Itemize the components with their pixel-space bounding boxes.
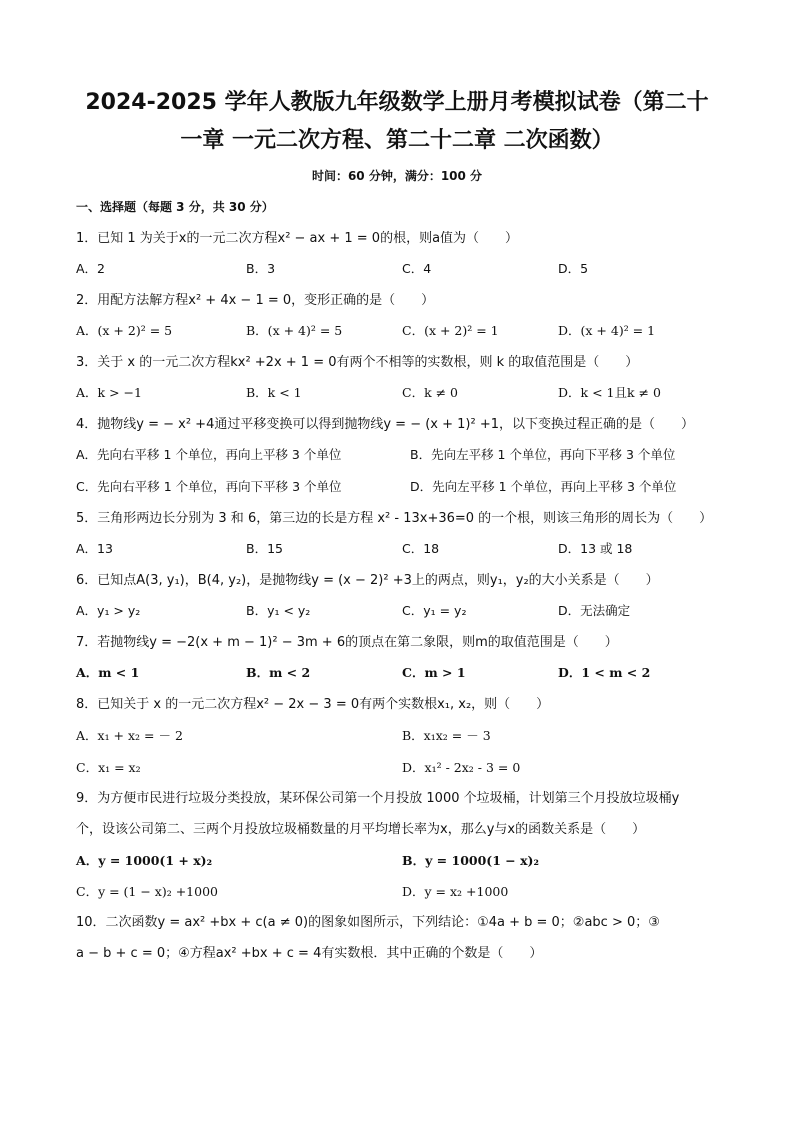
- q4-option-b: B．先向左平移 1 个单位，再向下平移 3 个单位: [410, 447, 676, 462]
- q1-option-b: B．3: [246, 261, 276, 276]
- question-9-stem: 9．为方便市民进行垃圾分类投放，某环保公司第一个月投放 1000 个垃圾桶，计划第三个月投放垃圾桶y: [76, 791, 680, 806]
- q7-option-b: B．m < 2: [246, 665, 311, 680]
- q6-option-a: A．y₁ > y₂: [76, 603, 141, 618]
- q3-option-d: D．k < 1且k ≠ 0: [558, 385, 661, 400]
- title-line-2: 一章 一元二次方程、第二十二章 二次函数）: [180, 128, 614, 153]
- question-10-stem-cont: a − b + c = 0；④方程ax² +bx + c = 4有实数根．其中正确的个数是（ ）: [76, 946, 543, 961]
- q9-option-b: B．y = 1000(1 − x)₂: [402, 853, 539, 868]
- q8-option-d: D．x₁² - 2x₂ - 3 = 0: [402, 760, 521, 775]
- question-9-stem-cont: 个，设该公司第二、三两个月投放垃圾桶数量的月平均增长率为x，那么y与x的函数关系是（ ）: [76, 822, 646, 837]
- question-1-stem: 1．已知 1 为关于x的一元二次方程x² − ax + 1 = 0的根，则a值为（ ）: [76, 231, 519, 246]
- q8-option-c: C．x₁ = x₂: [76, 760, 141, 775]
- q2-option-d: D．(x + 4)² = 1: [558, 323, 656, 338]
- question-10-stem: 10．二次函数y = ax² +bx + c(a ≠ 0)的图象如图所示，下列结论：①4a + b = 0；②abc > 0；③: [76, 915, 660, 930]
- question-7-stem: 7．若抛物线y = −2(x + m − 1)² − 3m + 6的顶点在第二象限，则m的取值范围是（ ）: [76, 635, 618, 650]
- q5-option-d: D．13 或 18: [558, 541, 633, 556]
- q8-option-b: B．x₁x₂ = － 3: [402, 728, 491, 743]
- q9-option-d: D．y = x₂ +1000: [402, 884, 509, 899]
- q6-option-b: B．y₁ < y₂: [246, 603, 311, 618]
- page-title: [40, 84, 754, 160]
- question-3-stem: 3．关于 x 的一元二次方程kx² +2x + 1 = 0有两个不相等的实数根，则 k 的取值范围是（ ）: [76, 355, 639, 370]
- question-6-stem: 6．已知点A(3, y₁)，B(4, y₂)，是抛物线y = (x − 2)² +3上的两点，则y₁，y₂的大小关系是（ ）: [76, 573, 659, 588]
- exam-info: 时间：60 分钟，满分：100 分: [311, 169, 483, 183]
- q3-option-c: C．k ≠ 0: [402, 385, 459, 400]
- q5-option-b: B．15: [246, 541, 283, 556]
- q7-option-c: C．m > 1: [402, 665, 466, 680]
- q9-option-a: A．y = 1000(1 + x)₂: [76, 853, 213, 868]
- q6-option-d: D．无法确定: [558, 603, 631, 618]
- title-line-1: 2024-2025 学年人教版九年级数学上册月考模拟试卷（第二十: [85, 90, 709, 115]
- q5-option-c: C．18: [402, 541, 440, 556]
- q1-option-a: A．2: [76, 261, 106, 276]
- question-2-stem: 2．用配方法解方程x² + 4x − 1 = 0，变形正确的是（ ）: [76, 293, 435, 308]
- question-8-stem: 8．已知关于 x 的一元二次方程x² − 2x − 3 = 0有两个实数根x₁, x₂，则（ ）: [76, 697, 550, 712]
- q2-option-c: C．(x + 2)² = 1: [402, 323, 499, 338]
- q7-option-a: A．m < 1: [76, 665, 140, 680]
- q1-option-d: D．5: [558, 261, 589, 276]
- q1-option-c: C．4: [402, 261, 432, 276]
- q9-option-c: C．y = (1 − x)₂ +1000: [76, 884, 218, 899]
- q4-option-d: D．先向左平移 1 个单位，再向上平移 3 个单位: [410, 479, 677, 494]
- question-4-stem: 4．抛物线y = − x² +4通过平移变换可以得到抛物线y = − (x + 1)² +1，以下变换过程正确的是（ ）: [76, 417, 694, 432]
- q4-option-c: C．先向右平移 1 个单位，再向下平移 3 个单位: [76, 479, 342, 494]
- q2-option-a: A．(x + 2)² = 5: [76, 323, 173, 338]
- q8-option-a: A．x₁ + x₂ = － 2: [76, 728, 183, 743]
- section-heading: 一、选择题（每题 3 分，共 30 分）: [76, 200, 274, 214]
- q2-option-b: B．(x + 4)² = 5: [246, 323, 343, 338]
- q3-option-a: A．k > −1: [76, 385, 142, 400]
- q3-option-b: B．k < 1: [246, 385, 302, 400]
- q4-option-a: A．先向右平移 1 个单位，再向上平移 3 个单位: [76, 447, 342, 462]
- question-5-stem: 5．三角形两边长分别为 3 和 6，第三边的长是方程 x² - 13x+36=0 的一个根，则该三角形的周长为（ ）: [76, 511, 713, 526]
- q6-option-c: C．y₁ = y₂: [402, 603, 467, 618]
- q7-option-d: D．1 < m < 2: [558, 665, 651, 680]
- q5-option-a: A．13: [76, 541, 113, 556]
